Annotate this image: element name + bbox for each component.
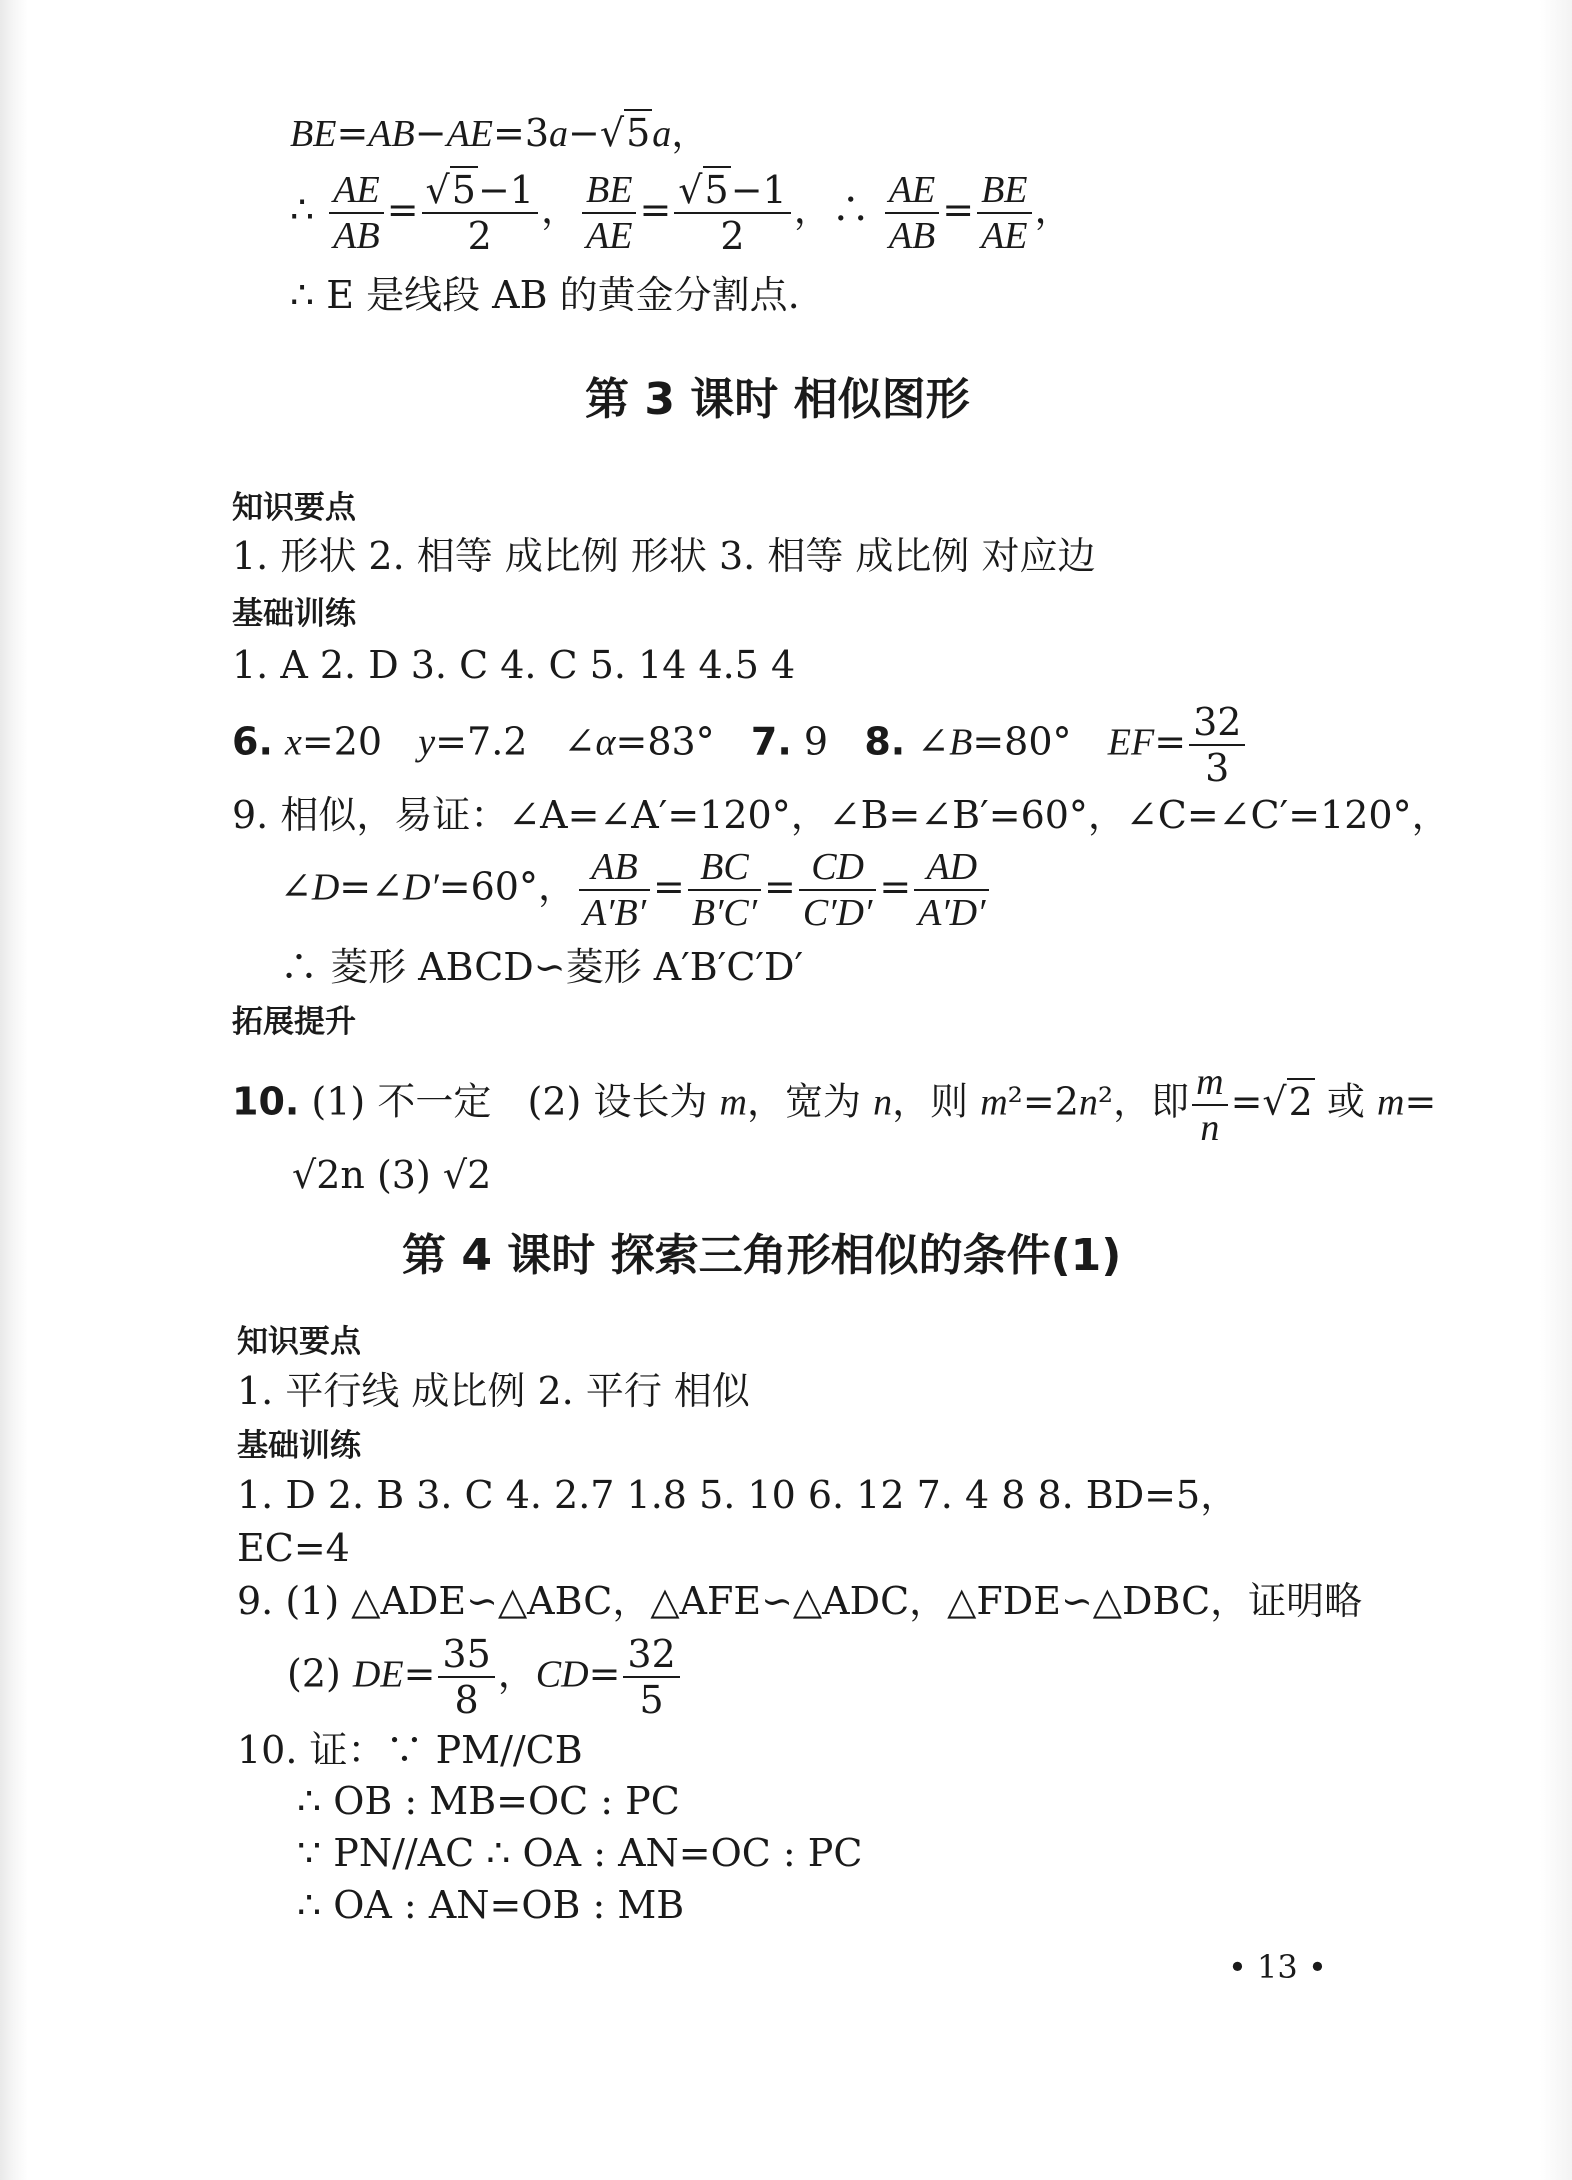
lesson4-line10b: ∴ OB : MB=OC : PC — [297, 1779, 680, 1823]
lesson3-line1: 1. A 2. D 3. C 4. C 5. 14 4.5 4 — [232, 643, 796, 687]
lesson3-knowledge-line: 1. 形状 2. 相等 成比例 形状 3. 相等 成比例 对应边 — [232, 534, 1096, 578]
lesson4-line1: 1. D 2. B 3. C 4. 2.7 1.8 5. 10 6. 12 7. 4 8 8. BD=5， — [237, 1473, 1239, 1517]
lesson3-line6: 6. x=20 y=7.2 ∠α=83° 7. 9 8. ∠B=80° EF= $\frac{32}{3}$ — [232, 700, 1248, 790]
lesson4-line10d: ∴ OA : AN=OB : MB — [297, 1883, 685, 1927]
lesson3-knowledge-head: 知识要点 — [232, 490, 356, 526]
lesson3-line9a: 9. 相似，易证：∠A=∠A′=120°，∠B=∠B′=60°，∠C=∠C′=120°， — [232, 793, 1450, 837]
golden-line: ∴ E 是线段 AB 的黄金分割点. — [290, 273, 800, 317]
lesson4-title: 第 4 课时 探索三角形相似的条件(1) — [402, 1230, 1122, 1281]
lesson4-line10: 10. 证：∵ PM//CB — [237, 1728, 583, 1772]
lesson4-line9b: (2) DE= $\frac{35}{8}$ ，CD= $\frac{32}{5}$ — [287, 1632, 683, 1722]
lesson4-line1b: EC=4 — [237, 1526, 350, 1570]
lesson3-title: 第 3 课时 相似图形 — [585, 374, 970, 425]
lesson3-line10a: 10. (1) 不一定 (2) 设长为 m，宽为 n，则 m²=2n²，即 $\frac{m}{n}$ =√2 或 m= — [232, 1061, 1437, 1149]
lesson3-line9c: ∴ 菱形 ABCD∽菱形 A′B′C′D′ — [280, 945, 804, 989]
lesson4-line9a: 9. (1) △ADE∽△ABC，△AFE∽△ADC，△FDE∽△DBC，证明略 — [237, 1579, 1363, 1623]
be-line: BE=AB−AE=3a−√5a， — [290, 111, 710, 155]
lesson4-basic-head: 基础训练 — [237, 1428, 361, 1464]
ratio-line: ∴ $\frac{AE}{AB}$ = $\frac{√5-1}{2}$ ， $\frac{BE}{AE}$ = $\frac{√5-1}{2}$ ，∴ $\frac{AE}{AB}$ = $\frac{BE}{AE}$ ， — [290, 168, 1073, 258]
lesson3-line10b: √2n (3) √2 — [292, 1153, 492, 1197]
page-number: • 13 • — [1228, 1948, 1327, 1986]
lesson3-extend-head: 拓展提升 — [232, 1004, 356, 1040]
lesson4-knowledge-line: 1. 平行线 成比例 2. 平行 相似 — [237, 1369, 750, 1413]
lesson4-knowledge-head: 知识要点 — [237, 1324, 361, 1360]
lesson4-line10c: ∵ PN//AC ∴ OA : AN=OC : PC — [297, 1831, 863, 1875]
lesson3-line9b: ∠D=∠D′=60°， $\frac{AB}{A'B'}$ = $\frac{BC}{B'C'}$ = $\frac{CD}{C'D'}$ = $\frac{AD}{A'D'}$ — [280, 845, 992, 935]
lesson3-basic-head: 基础训练 — [232, 596, 356, 632]
